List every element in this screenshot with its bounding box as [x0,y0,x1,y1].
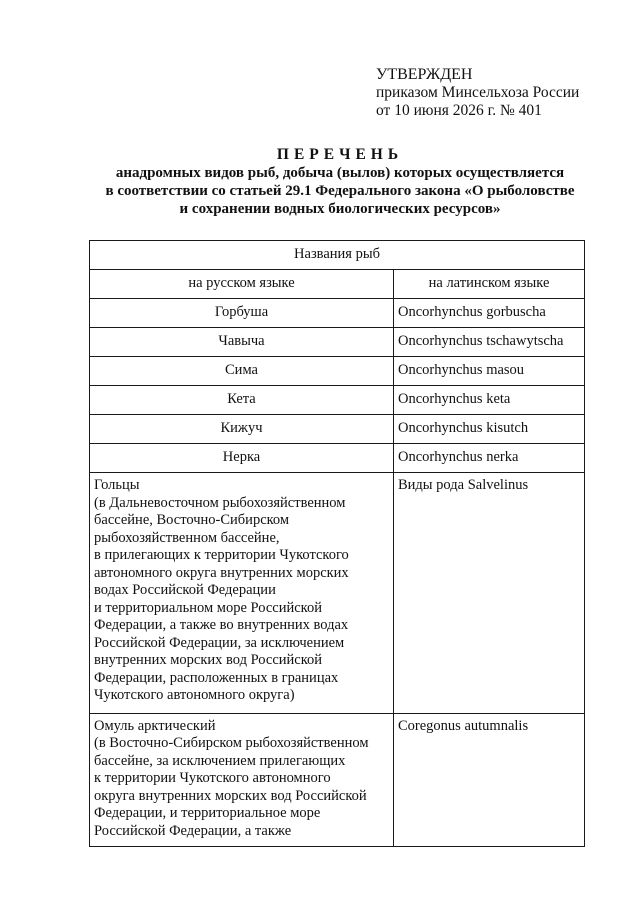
description-line: водах Российской Федерации [94,582,276,598]
table-subheader-row [90,270,585,299]
description-line: внутренних морских вод Российской [94,652,323,668]
description-line: (в Восточно-Сибирском рыбохозяйственном [94,735,369,751]
approval-title: УТВЕРЖДЕН [376,66,473,83]
description-line: Омуль арктический [94,717,216,734]
document-title: ПЕРЕЧЕНЬ [276,146,404,163]
cell-latin-name: Oncorhynchus masou [394,357,585,386]
cell-latin-name: Oncorhynchus kisutch [394,415,585,444]
approval-order: приказом Минсельхоза России [376,84,580,101]
header-latin: на латинском языке [394,270,585,299]
cell-russian-name: Кижуч [90,415,394,444]
description-line: округа внутренних морских вод Российской [94,787,367,804]
cell-latin-name: Oncorhynchus gorbuscha [394,299,585,328]
subtitle-line: анадромных видов рыб, добыча (вылов) которых осуществляется [115,165,565,181]
subtitle-line: в соответствии со статьей 29.1 Федерального закона «О рыболовстве [105,183,575,199]
cell-russian-name: Горбуша [90,299,394,328]
cell-russian-name: Нерка [90,444,394,473]
approval-date: от 10 июня 2026 г. № 401 [376,102,542,119]
table-row [90,357,585,386]
description-line: и территориальном море Российской [94,599,322,616]
cell-latin-name: Oncorhynchus keta [394,386,585,415]
description-line: в прилегающих к территории Чукотского [94,547,349,563]
cell-russian-description [90,473,394,714]
description-line: Чукотского автономного округа) [94,687,295,703]
cell-russian-name: Кета [90,386,394,415]
table-row [90,299,585,328]
cell-latin-name: Виды рода Salvelinus [394,473,585,714]
table-row [90,386,585,415]
cell-latin-name: Oncorhynchus tschawytscha [394,328,585,357]
fish-species-table [89,240,585,847]
description-line: (в Дальневосточном рыбохозяйственном [94,494,346,511]
description-line: Федерации, расположенных в границах [94,669,339,686]
document-heading [40,145,640,218]
cell-latin-name: Coregonus autumnalis [394,713,585,847]
description-line: Российской Федерации, а также [94,822,292,839]
description-line: Российской Федерации, за исключением [94,634,345,651]
cell-russian-description [90,713,394,847]
description-line: бассейне, за исключением прилегающих [94,752,346,769]
description-line: Федерации, а также во внутренних водах [94,617,349,633]
description-line: Федерации, и территориальное море [94,805,321,821]
table-row [90,713,585,847]
table-row [90,444,585,473]
description-line: автономного округа внутренних морских [94,564,349,581]
description-line: рыбохозяйственном бассейне, [94,529,280,546]
description-line: бассейне, Восточно-Сибирском [94,512,290,528]
cell-latin-name: Oncorhynchus nerka [394,444,585,473]
header-fish-names: Названия рыб [90,241,585,270]
table-row [90,415,585,444]
cell-russian-name: Сима [90,357,394,386]
table-header-row [90,241,585,270]
description-line: к территории Чукотского автономного [94,770,331,786]
table-row [90,473,585,714]
approval-stamp [376,66,616,120]
description-line: Гольцы [94,477,140,493]
table-row [90,328,585,357]
header-russian: на русском языке [90,270,394,299]
subtitle-line: и сохранении водных биологических ресурсов» [179,201,501,217]
cell-russian-name: Чавыча [90,328,394,357]
